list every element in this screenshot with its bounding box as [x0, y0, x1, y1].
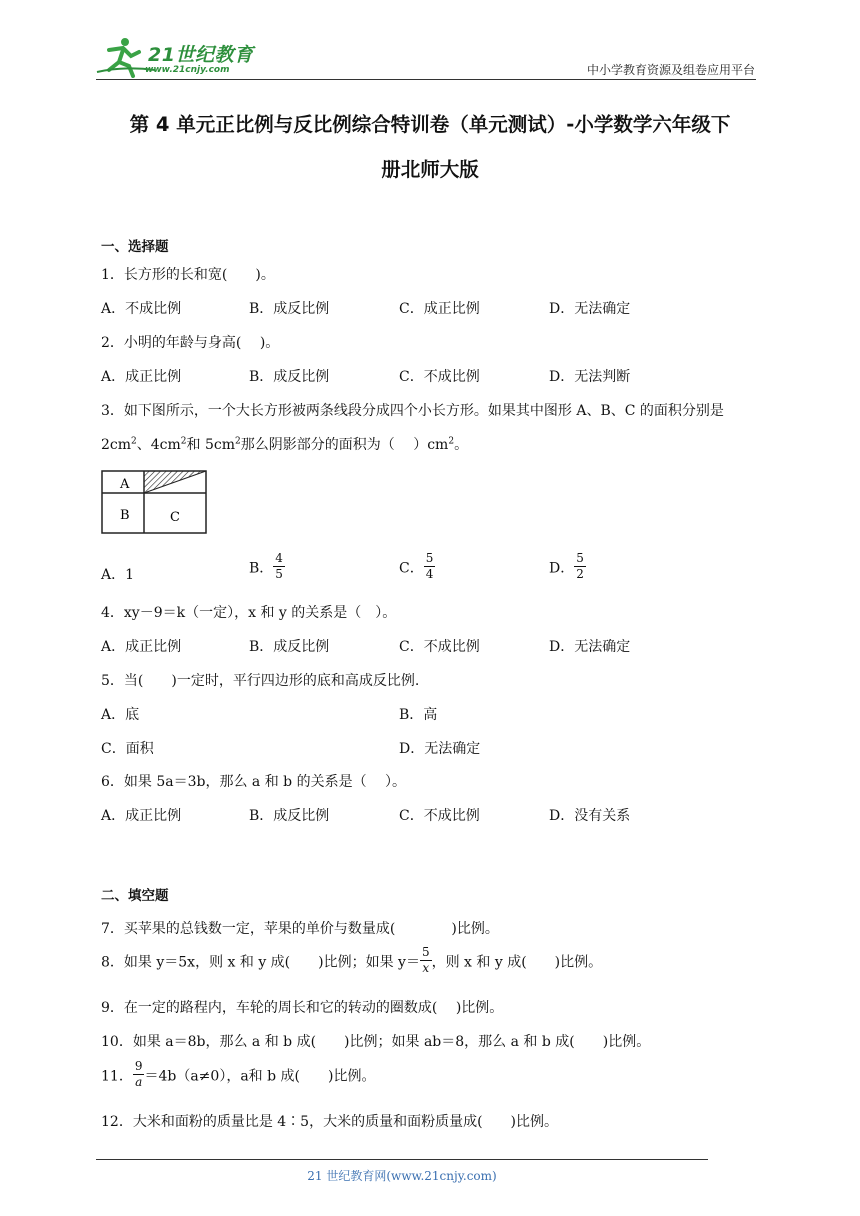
question-7: 7．买苹果的总钱数一定，苹果的单价与数量成( )比例。	[101, 921, 499, 937]
q4-option-d: D．无法确定	[549, 639, 631, 655]
section-heading-choice: 一、选择题	[101, 239, 169, 255]
footer-text[interactable]: 21 世纪教育网(www.21cnjy.com)	[307, 1169, 497, 1183]
header-divider	[96, 79, 756, 80]
q1-option-a: A．不成比例	[101, 301, 182, 317]
question-8: 8．如果 y＝5x，则 x 和 y 成( )比例；如果 y＝ $\frac{5}{x}$ ，则 x 和 y 成( )比例。	[101, 945, 603, 975]
q2-option-d: D．无法判断	[549, 369, 631, 385]
fraction: $\frac{5}{2}$	[576, 551, 584, 581]
q6-option-c: C．不成比例	[399, 808, 480, 824]
q1-option-d: D．无法确定	[549, 301, 631, 317]
figure-label-a: A	[120, 477, 130, 492]
q3-option-a: A．1	[101, 567, 135, 583]
question-10: 10．如果 a＝8b，那么 a 和 b 成( )比例；如果 ab＝8，那么 a 和 b 成( )比例。	[101, 1034, 651, 1050]
question-12: 12．大米和面粉的质量比是 4∶5，大米的质量和面粉质量成( )比例。	[101, 1114, 559, 1130]
q1-option-c: C．成正比例	[399, 301, 480, 317]
page-title-line2: 册北师大版	[381, 158, 479, 181]
logo-text: 21世纪教育	[148, 44, 254, 66]
q3-option-c: C． $\frac{5}{4}$	[399, 551, 434, 581]
fraction: $\frac{5}{x}$	[421, 945, 430, 975]
question-11: 11． $\frac{9}{a}$ ＝4b（a≠0），a和 b 成( )比例。	[101, 1059, 376, 1089]
q2-option-a: A．成正比例	[101, 369, 182, 385]
section-heading-fill: 二、填空题	[101, 888, 169, 904]
q6-option-b: B．成反比例	[249, 808, 330, 824]
fraction: $\frac{4}{5}$	[275, 551, 283, 581]
q4-option-b: B．成反比例	[249, 639, 330, 655]
rectangle-figure	[100, 469, 208, 535]
q3-option-b: B． $\frac{4}{5}$	[249, 551, 283, 581]
q5-option-b: B．高	[399, 707, 438, 723]
question-9: 9．在一定的路程内，车轮的周长和它的转动的圈数成( )比例。	[101, 1000, 504, 1016]
logo-url: www.21cnjy.com	[145, 65, 230, 75]
q2-option-c: C．不成比例	[399, 369, 480, 385]
question-6: 6．如果 5a＝3b，那么 a 和 b 的关系是（ ）。	[101, 774, 407, 790]
figure-label-b: B	[120, 508, 130, 523]
q6-option-d: D．没有关系	[549, 808, 631, 824]
q5-option-d: D．无法确定	[399, 741, 481, 757]
figure-label-c: C	[170, 510, 180, 525]
platform-name: 中小学教育资源及组卷应用平台	[586, 63, 755, 77]
q1-option-b: B．成反比例	[249, 301, 330, 317]
fraction: $\frac{5}{4}$	[425, 551, 434, 581]
q5-option-a: A．底	[101, 707, 140, 723]
question-4: 4．xy－9＝k（一定），x 和 y 的关系是（ ）。	[101, 605, 397, 621]
q2-option-b: B．成反比例	[249, 369, 330, 385]
page-title: 第 4 单元正比例与反比例综合特训卷（单元测试）-小学数学六年级下	[129, 113, 731, 136]
question-3-line2: $2cm^2$、$4cm^2$和 $5cm^2$那么阴影部分的面积为（ ）$cm^2$。	[101, 436, 469, 453]
fraction: $\frac{9}{a}$	[134, 1059, 143, 1089]
q5-option-c: C．面积	[101, 741, 154, 757]
q3-option-d: D． $\frac{5}{2}$	[549, 551, 584, 581]
q4-option-c: C．不成比例	[399, 639, 480, 655]
q4-option-a: A．成正比例	[101, 639, 182, 655]
question-3-line1: 3．如下图所示，一个大长方形被两条线段分成四个小长方形。如果其中图形 A、B、C 的面积分别是	[101, 403, 724, 419]
question-5: 5．当( )一定时，平行四边形的底和高成反比例.	[101, 673, 420, 689]
footer-divider	[96, 1159, 708, 1160]
q6-option-a: A．成正比例	[101, 808, 182, 824]
question-2: 2．小明的年龄与身高( )。	[101, 335, 280, 351]
question-1: 1．长方形的长和宽( )。	[101, 267, 275, 283]
